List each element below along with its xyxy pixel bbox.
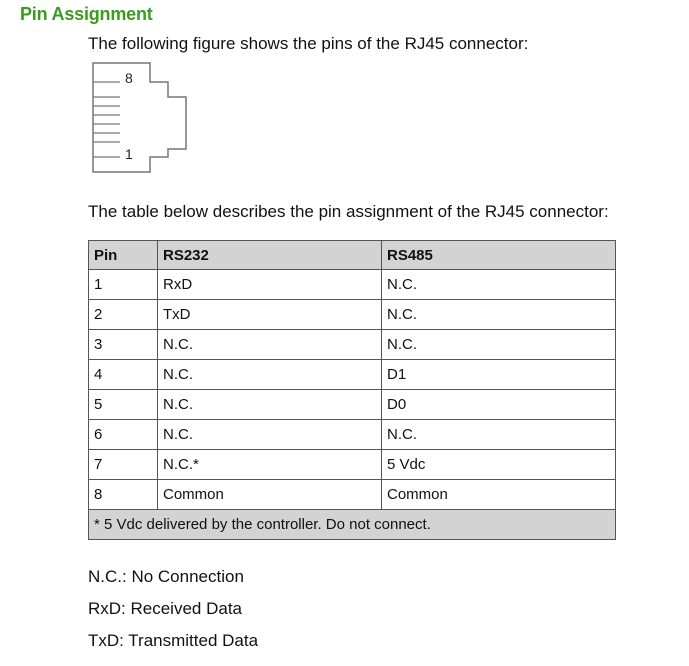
header-pin: Pin [89, 241, 158, 270]
pin-cell: 6 [89, 420, 158, 450]
table-row [89, 480, 616, 510]
rs485-cell: N.C. [382, 420, 616, 450]
rj45-connector-drawing [90, 60, 190, 178]
rs232-cell: Common [158, 480, 382, 510]
pin-cell: 5 [89, 390, 158, 420]
rs485-cell: 5 Vdc [382, 450, 616, 480]
table-row [89, 360, 616, 390]
rs485-cell: Common [382, 480, 616, 510]
section-heading: Pin Assignment [20, 4, 153, 24]
table-intro-text: The table below describes the pin assignment of the RJ45 connector: [88, 202, 609, 221]
pin-assignment-table [88, 240, 616, 540]
pin-cell: 7 [89, 450, 158, 480]
rs232-cell: N.C.* [158, 450, 382, 480]
table-footnote-row [89, 510, 616, 540]
pin-label-8: 8 [125, 70, 133, 86]
rs232-cell: RxD [158, 270, 382, 300]
table-row [89, 330, 616, 360]
rs232-cell: N.C. [158, 390, 382, 420]
rs485-cell: N.C. [382, 330, 616, 360]
header-rs232: RS232 [158, 241, 382, 270]
table-header-row [89, 241, 616, 270]
table-row [89, 270, 616, 300]
rs485-cell: N.C. [382, 300, 616, 330]
table-row [89, 420, 616, 450]
connector-outline [93, 63, 186, 172]
rj45-connector-figure [90, 60, 190, 178]
abbreviation-legend [88, 566, 258, 662]
pin-cell: 4 [89, 360, 158, 390]
rs485-cell: D1 [382, 360, 616, 390]
header-rs485: RS485 [382, 241, 616, 270]
rs485-cell: D0 [382, 390, 616, 420]
rs232-cell: N.C. [158, 360, 382, 390]
pin-label-1: 1 [125, 146, 133, 162]
figure-intro-text: The following figure shows the pins of the RJ45 connector: [88, 34, 529, 53]
rs232-cell: N.C. [158, 420, 382, 450]
pin-cell: 2 [89, 300, 158, 330]
rs232-cell: N.C. [158, 330, 382, 360]
legend-item-txd: TxD: Transmitted Data [88, 631, 259, 650]
table-row [89, 300, 616, 330]
legend-item-rxd: RxD: Received Data [88, 599, 243, 618]
pin-cell: 3 [89, 330, 158, 360]
legend-item-nc: N.C.: No Connection [88, 567, 244, 586]
rs232-cell: TxD [158, 300, 382, 330]
table-row [89, 390, 616, 420]
table-footnote: * 5 Vdc delivered by the controller. Do not connect. [89, 510, 616, 540]
rs485-cell: N.C. [382, 270, 616, 300]
pin-cell: 1 [89, 270, 158, 300]
pin-cell: 8 [89, 480, 158, 510]
table-row [89, 450, 616, 480]
